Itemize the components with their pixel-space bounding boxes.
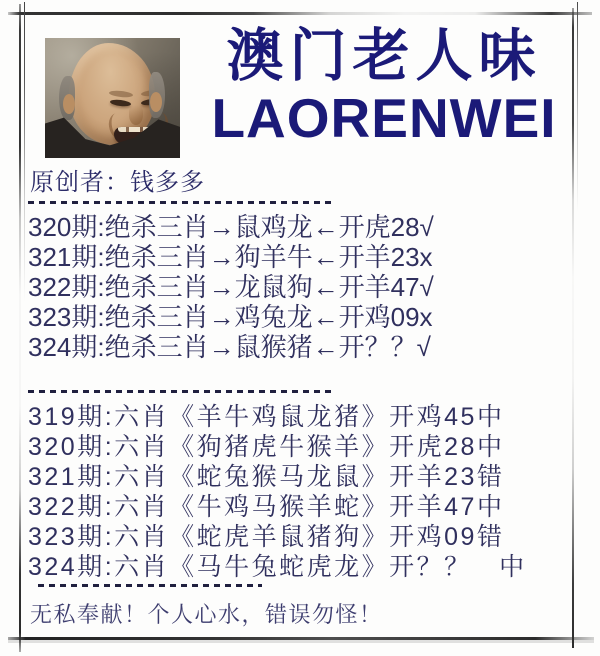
footer-disclaimer: 无私奉献！个人心水，错误勿怪！ [30,602,383,627]
page-title-chinese: 澳门老人味 [226,24,542,88]
prediction-row: 323期:绝杀三肖→鸡兔龙←开鸡09x [28,302,433,332]
frame-top-line [8,12,592,15]
photo-ear [150,92,162,112]
photo-eye [110,99,132,108]
prediction-row: 324期:六肖《马牛兔蛇虎龙》开？？ 中 [28,553,527,581]
elderly-man-photo [45,38,180,158]
prediction-row: 320期:绝杀三肖→鼠鸡龙←开虎28√ [28,212,434,242]
photo-face [69,43,155,145]
dashed-separator-3 [38,584,262,587]
sansha-prediction-list [28,212,434,362]
dashed-separator-2 [28,390,331,393]
liuxiao-prediction-list [28,402,527,582]
prediction-row: 323期:六肖《蛇虎羊鼠猪狗》开鸡09错 [28,523,505,551]
frame-left-line [19,4,21,652]
page-title-english: LAORENWEI [211,87,557,149]
prediction-row: 324期:绝杀三肖→鼠猴猪←开？？√ [28,332,431,362]
frame-left-line-2 [24,2,25,302]
prediction-row: 321期:六肖《蛇兔猴马龙鼠》开羊23错 [28,463,505,491]
photo-nose [129,105,143,125]
dashed-separator-1 [28,201,331,204]
photo-eyebrow [109,90,133,98]
author-line: 原创者：钱多多 [30,169,205,196]
prediction-row: 319期:六肖《羊牛鸡鼠龙猪》开鸡45中 [28,403,505,431]
prediction-row: 320期:六肖《狗猪虎牛猴羊》开虎28中 [28,433,505,461]
photo-ear [63,94,75,114]
prediction-row: 322期:绝杀三肖→龙鼠狗←开羊47√ [28,272,434,302]
frame-bottom-line [8,637,594,640]
prediction-row: 322期:六肖《牛鸡马猴羊蛇》开羊47中 [28,493,505,521]
prediction-row: 321期:绝杀三肖→狗羊牛←开羊23x [28,242,433,272]
